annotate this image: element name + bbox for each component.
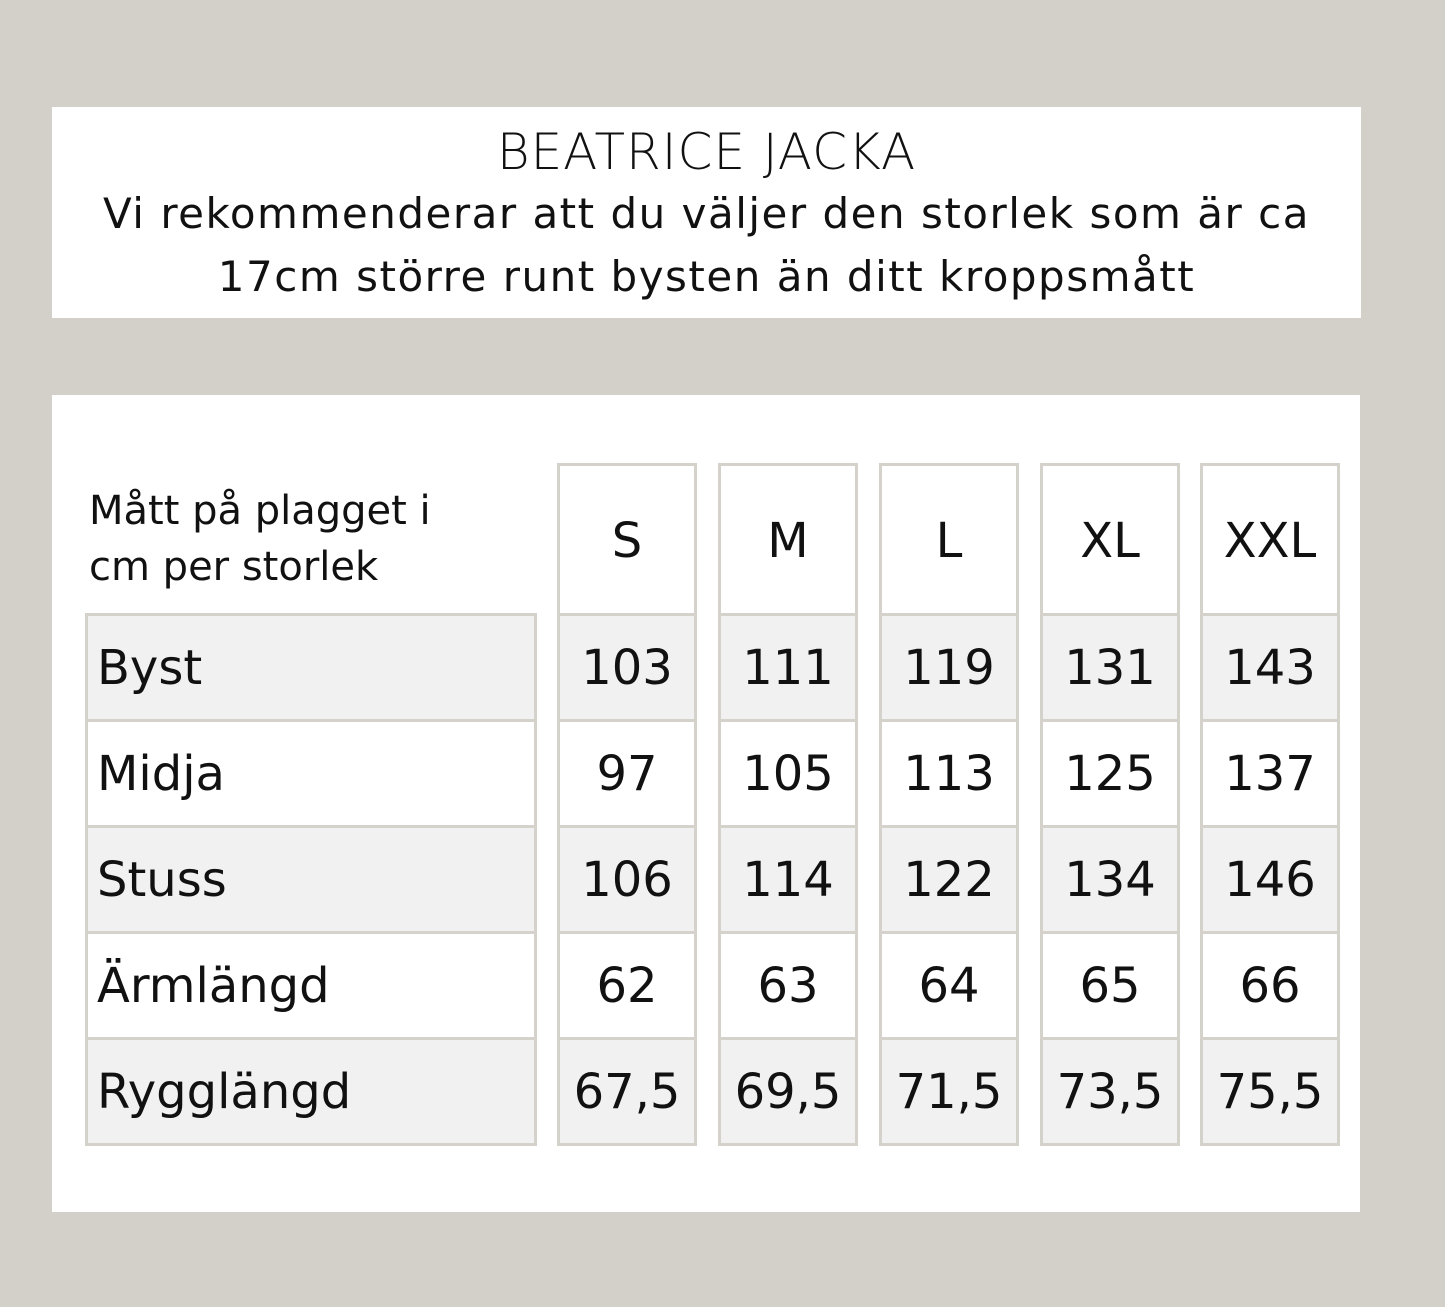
recommendation-line-2: 17cm större runt bysten än ditt kroppsmått — [217, 252, 1196, 301]
row-label: Rygglängd — [85, 1037, 537, 1146]
row-label: Midja — [85, 719, 537, 828]
table-cell: 137 — [1200, 719, 1340, 828]
table-caption — [89, 483, 431, 595]
size-header-xxl: XXL — [1200, 463, 1340, 618]
table-cell: 65 — [1040, 931, 1180, 1040]
row-label: Ärmlängd — [85, 931, 537, 1040]
table-cell: 67,5 — [557, 1037, 697, 1146]
table-cell: 103 — [557, 613, 697, 722]
table-cell: 113 — [879, 719, 1019, 828]
table-cell: 122 — [879, 825, 1019, 934]
size-header-xl: XL — [1040, 463, 1180, 618]
table-cell: 114 — [718, 825, 858, 934]
table-cell: 105 — [718, 719, 858, 828]
table-cell: 146 — [1200, 825, 1340, 934]
table-cell: 131 — [1040, 613, 1180, 722]
table-cell: 134 — [1040, 825, 1180, 934]
row-label: Byst — [85, 613, 537, 722]
table-cell: 97 — [557, 719, 697, 828]
header-card — [52, 107, 1361, 318]
size-header-l: L — [879, 463, 1019, 618]
row-label: Stuss — [85, 825, 537, 934]
table-cell: 119 — [879, 613, 1019, 722]
table-cell: 143 — [1200, 613, 1340, 722]
table-cell: 63 — [718, 931, 858, 1040]
size-header-s: S — [557, 463, 697, 618]
caption-line-1: Mått på plagget i — [89, 488, 431, 534]
table-cell: 71,5 — [879, 1037, 1019, 1146]
size-header-m: M — [718, 463, 858, 618]
caption-line-2: cm per storlek — [89, 544, 379, 590]
table-cell: 64 — [879, 931, 1019, 1040]
table-cell: 106 — [557, 825, 697, 934]
table-cell: 62 — [557, 931, 697, 1040]
table-cell: 69,5 — [718, 1037, 858, 1146]
table-cell: 75,5 — [1200, 1037, 1340, 1146]
table-cell: 73,5 — [1040, 1037, 1180, 1146]
recommendation-line-1: Vi rekommenderar att du väljer den storlek som är ca — [103, 189, 1310, 238]
size-table — [52, 395, 1360, 1212]
table-cell: 111 — [718, 613, 858, 722]
product-title: BEATRICE JACKA — [496, 123, 917, 181]
table-cell: 66 — [1200, 931, 1340, 1040]
table-cell: 125 — [1040, 719, 1180, 828]
